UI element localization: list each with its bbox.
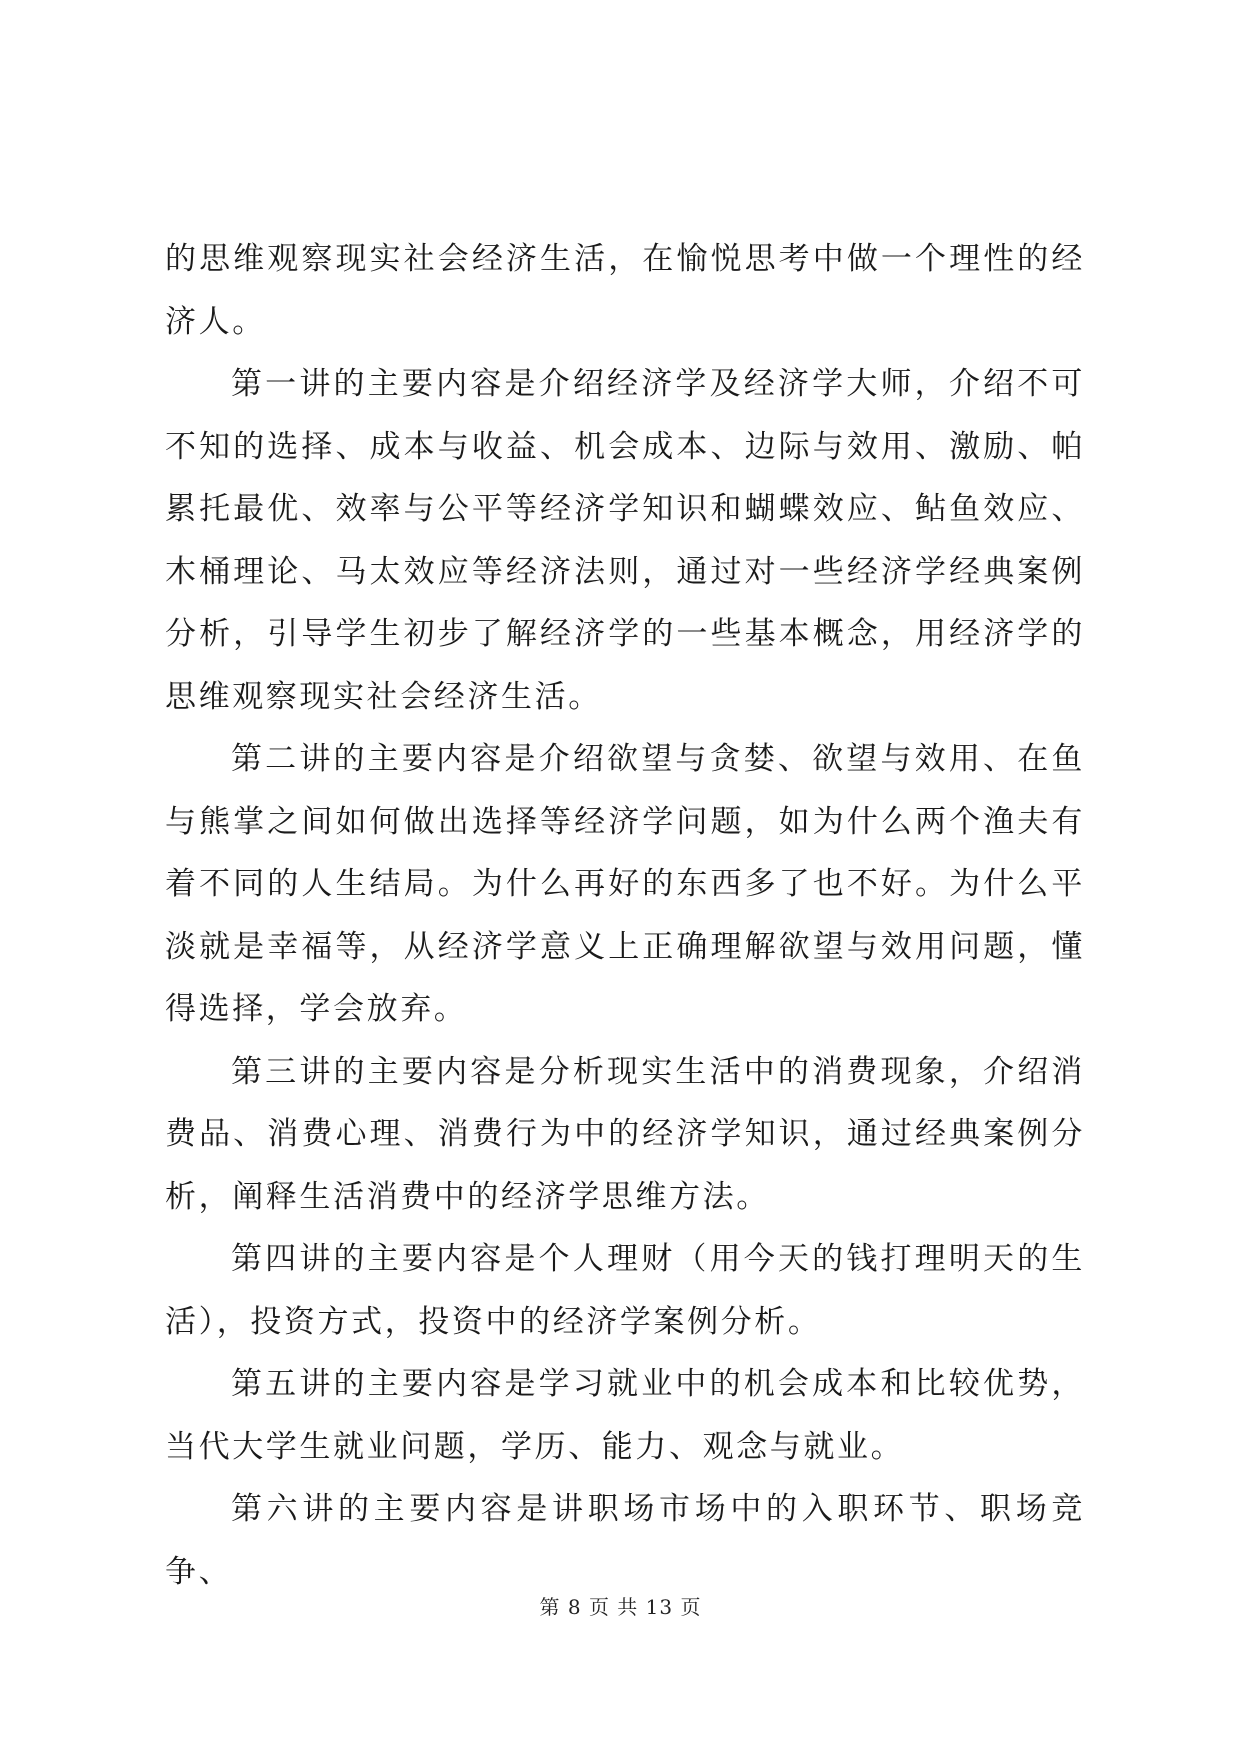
paragraph-continuation: 的思维观察现实社会经济生活，在愉悦思考中做一个理性的经济人。	[165, 241, 1085, 340]
page-footer: 第 8 页 共 13 页	[539, 1595, 702, 1619]
paragraph-lecture-1: 第一讲的主要内容是介绍经济学及经济学大师，介绍不可不知的选择、成本与收益、机会成本、边际与效用、激励、帕累托最优、效率与公平等经济学知识和蝴蝶效应、鲇鱼效应、木桶理论、马太效应等经济法则，通过对一些经济学经典案例分析，引导学生初步了解经济学的一些基本概念，用经济学的思维观察现实社会经济生活。	[165, 366, 1085, 715]
paragraph-lecture-6: 第六讲的主要内容是讲职场市场中的入职环节、职场竞争、	[165, 1491, 1085, 1590]
body-text	[165, 228, 1085, 1603]
paragraph-lecture-4: 第四讲的主要内容是个人理财（用今天的钱打理明天的生活），投资方式，投资中的经济学案例分析。	[165, 1241, 1085, 1340]
paragraph-lecture-3: 第三讲的主要内容是分析现实生活中的消费现象，介绍消费品、消费心理、消费行为中的经济学知识，通过经典案例分析，阐释生活消费中的经济学思维方法。	[165, 1053, 1085, 1215]
paragraph-lecture-2: 第二讲的主要内容是介绍欲望与贪婪、欲望与效用、在鱼与熊掌之间如何做出选择等经济学问题，如为什么两个渔夫有着不同的人生结局。为什么再好的东西多了也不好。为什么平淡就是幸福等，从经济学意义上正确理解欲望与效用问题，懂得选择，学会放弃。	[165, 741, 1085, 1027]
paragraph-lecture-5: 第五讲的主要内容是学习就业中的机会成本和比较优势，当代大学生就业问题，学历、能力、观念与就业。	[165, 1366, 1085, 1465]
